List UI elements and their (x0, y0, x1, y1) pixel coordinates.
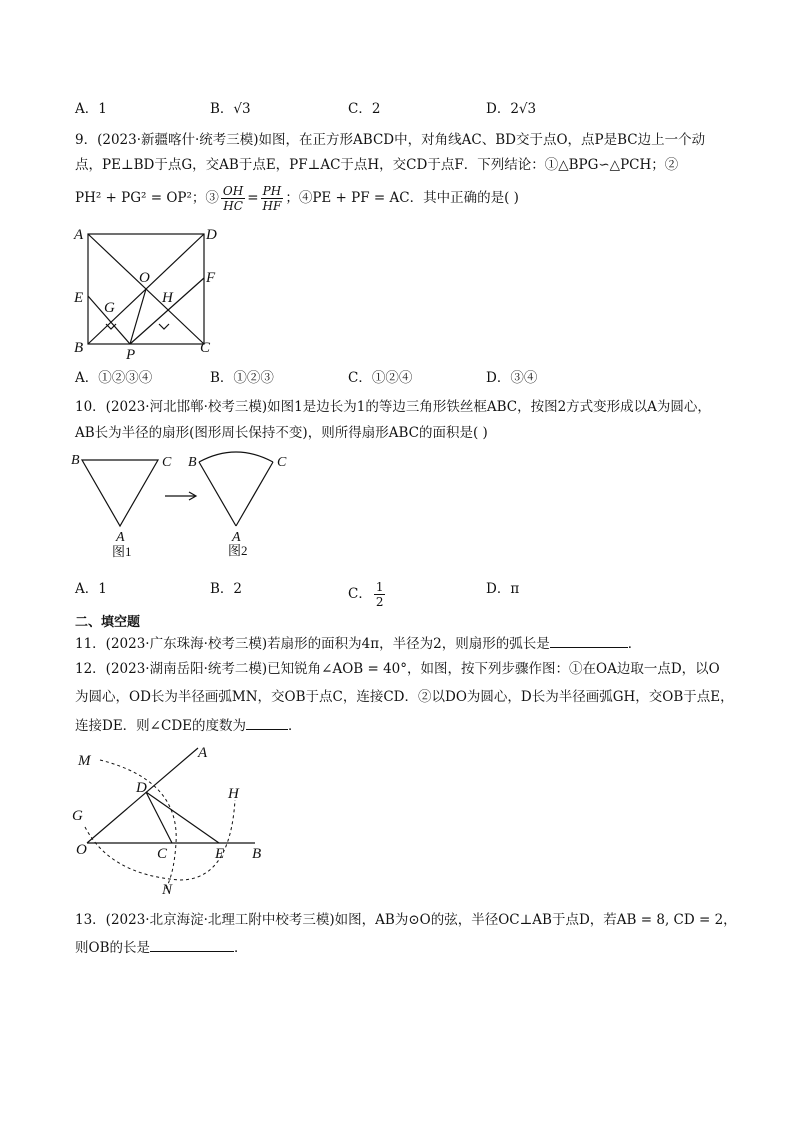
q10-fig2-label-a: A (232, 530, 241, 545)
q12-text-line2: 为圆心，OD长为半径画弧MN，交OB于点C，连接CD．②以DO为圆心，D长为半径画弧GH，交OB于点E， (75, 689, 734, 705)
q9-label-e: E (74, 290, 84, 306)
q12-label-a: A (198, 745, 208, 761)
q13-text-line2: 则OB的长是 ． (75, 940, 248, 956)
q10-option-c: C． $\frac{1}{2}$ (348, 580, 384, 609)
q11-text: 11．(2023·广东珠海·校考三模)若扇形的面积为4π，半径为2，则扇形的弧长是 ． (75, 636, 642, 652)
q10-fig1-caption: 图1 (112, 544, 132, 559)
q9-label-c: C (200, 340, 211, 356)
q10-fig2-label-b: B (188, 455, 197, 470)
q12-label-o: O (76, 842, 87, 858)
q8-option-d: D．2√3 (486, 101, 537, 117)
q12-label-e: E (215, 846, 225, 862)
q9-line3-part-a: PH² + PG² = OP²；③ (75, 190, 219, 206)
q12-angle-figure (70, 740, 280, 900)
q12-label-c: C (157, 846, 168, 862)
q9-label-g: G (104, 300, 115, 316)
q9-label-h: H (162, 290, 173, 306)
q9-option-d: D．③④ (486, 370, 538, 386)
q10-option-d: D．π (486, 581, 520, 597)
q9-fraction-oh-hc: $\frac{OH}{HC}$ (222, 184, 244, 213)
q12-text-line3: 连接DE．则∠CDE的度数为 ． (75, 718, 302, 734)
q10-fig2-caption: 图2 (228, 543, 248, 558)
q9-label-d: D (206, 227, 217, 243)
q10-fig2-label-c: C (277, 455, 287, 470)
q9-equals: = (247, 190, 259, 206)
q10-text-line2: AB长为半径的扇形(图形周长保持不变)，则所得扇形ABC的面积是( ) (75, 425, 488, 441)
q10-fraction-half: $\frac{1}{2}$ (375, 580, 384, 609)
q10-option-a: A．1 (75, 581, 107, 597)
q12-answer-blank[interactable] (246, 716, 288, 730)
q9-label-o: O (139, 270, 150, 286)
q10-text-line1: 10．(2023·河北邯郸·校考三模)如图1是边长为1的等边三角形铁丝框ABC，按图2方式变形成以A为圆心， (75, 399, 711, 415)
q9-label-p: P (126, 347, 136, 362)
q11-answer-blank[interactable] (550, 634, 628, 648)
q9-fraction-ph-hf: $\frac{PH}{HF}$ (262, 184, 282, 213)
q9-text-line2: 点，PE⊥BD于点G，交AB于点E，PF⊥AC于点H，交CD于点F．下列结论：①△BPG∽△PCH；② (75, 157, 679, 173)
q9-square-figure (70, 222, 230, 362)
q10-fig1-label-c: C (162, 455, 172, 470)
q13-answer-blank[interactable] (150, 938, 234, 952)
q9-label-f: F (206, 270, 216, 286)
q10-fig1-label-a: A (116, 530, 125, 545)
q9-label-a: A (74, 227, 84, 243)
q8-option-a: A．1 (75, 101, 107, 117)
q9-option-a: A．①②③④ (75, 370, 153, 386)
q9-option-b: B．①②③ (210, 370, 274, 386)
q13-text-line1: 13．(2023·北京海淀·北理工附中校考三模)如图，AB为⊙O的弦，半径OC⊥AB于点D，若AB = 8, CD = 2， (75, 912, 737, 928)
q8-option-b: B．√3 (210, 101, 251, 117)
q9-label-b: B (74, 340, 84, 356)
q12-label-m: M (78, 753, 91, 769)
section-title-fill-in: 二、填空题 (75, 615, 141, 630)
q8-option-c: C．2 (348, 101, 381, 117)
q9-line3-part-b: ；④PE + PF = AC．其中正确的是( ) (285, 190, 519, 206)
q10-figures (65, 448, 305, 563)
q12-label-h: H (228, 786, 239, 802)
q10-option-b: B．2 (210, 581, 243, 597)
q9-option-c: C．①②④ (348, 370, 413, 386)
q9-text-line1: 9．(2023·新疆喀什·统考三模)如图，在正方形ABCD中，对角线AC、BD交于点O，点P是BC边上一个动 (75, 132, 706, 148)
q12-label-d: D (136, 780, 147, 796)
q12-text-line1: 12．(2023·湖南岳阳·统考二模)已知锐角∠AOB = 40°，如图，按下列步骤作图：①在OA边取一点D，以O (75, 661, 720, 677)
q10-fig1-label-b: B (71, 453, 80, 468)
q12-label-g: G (72, 808, 83, 824)
q9-text-line3 (75, 184, 519, 213)
q12-label-n: N (162, 882, 173, 898)
q12-label-b: B (252, 846, 262, 862)
